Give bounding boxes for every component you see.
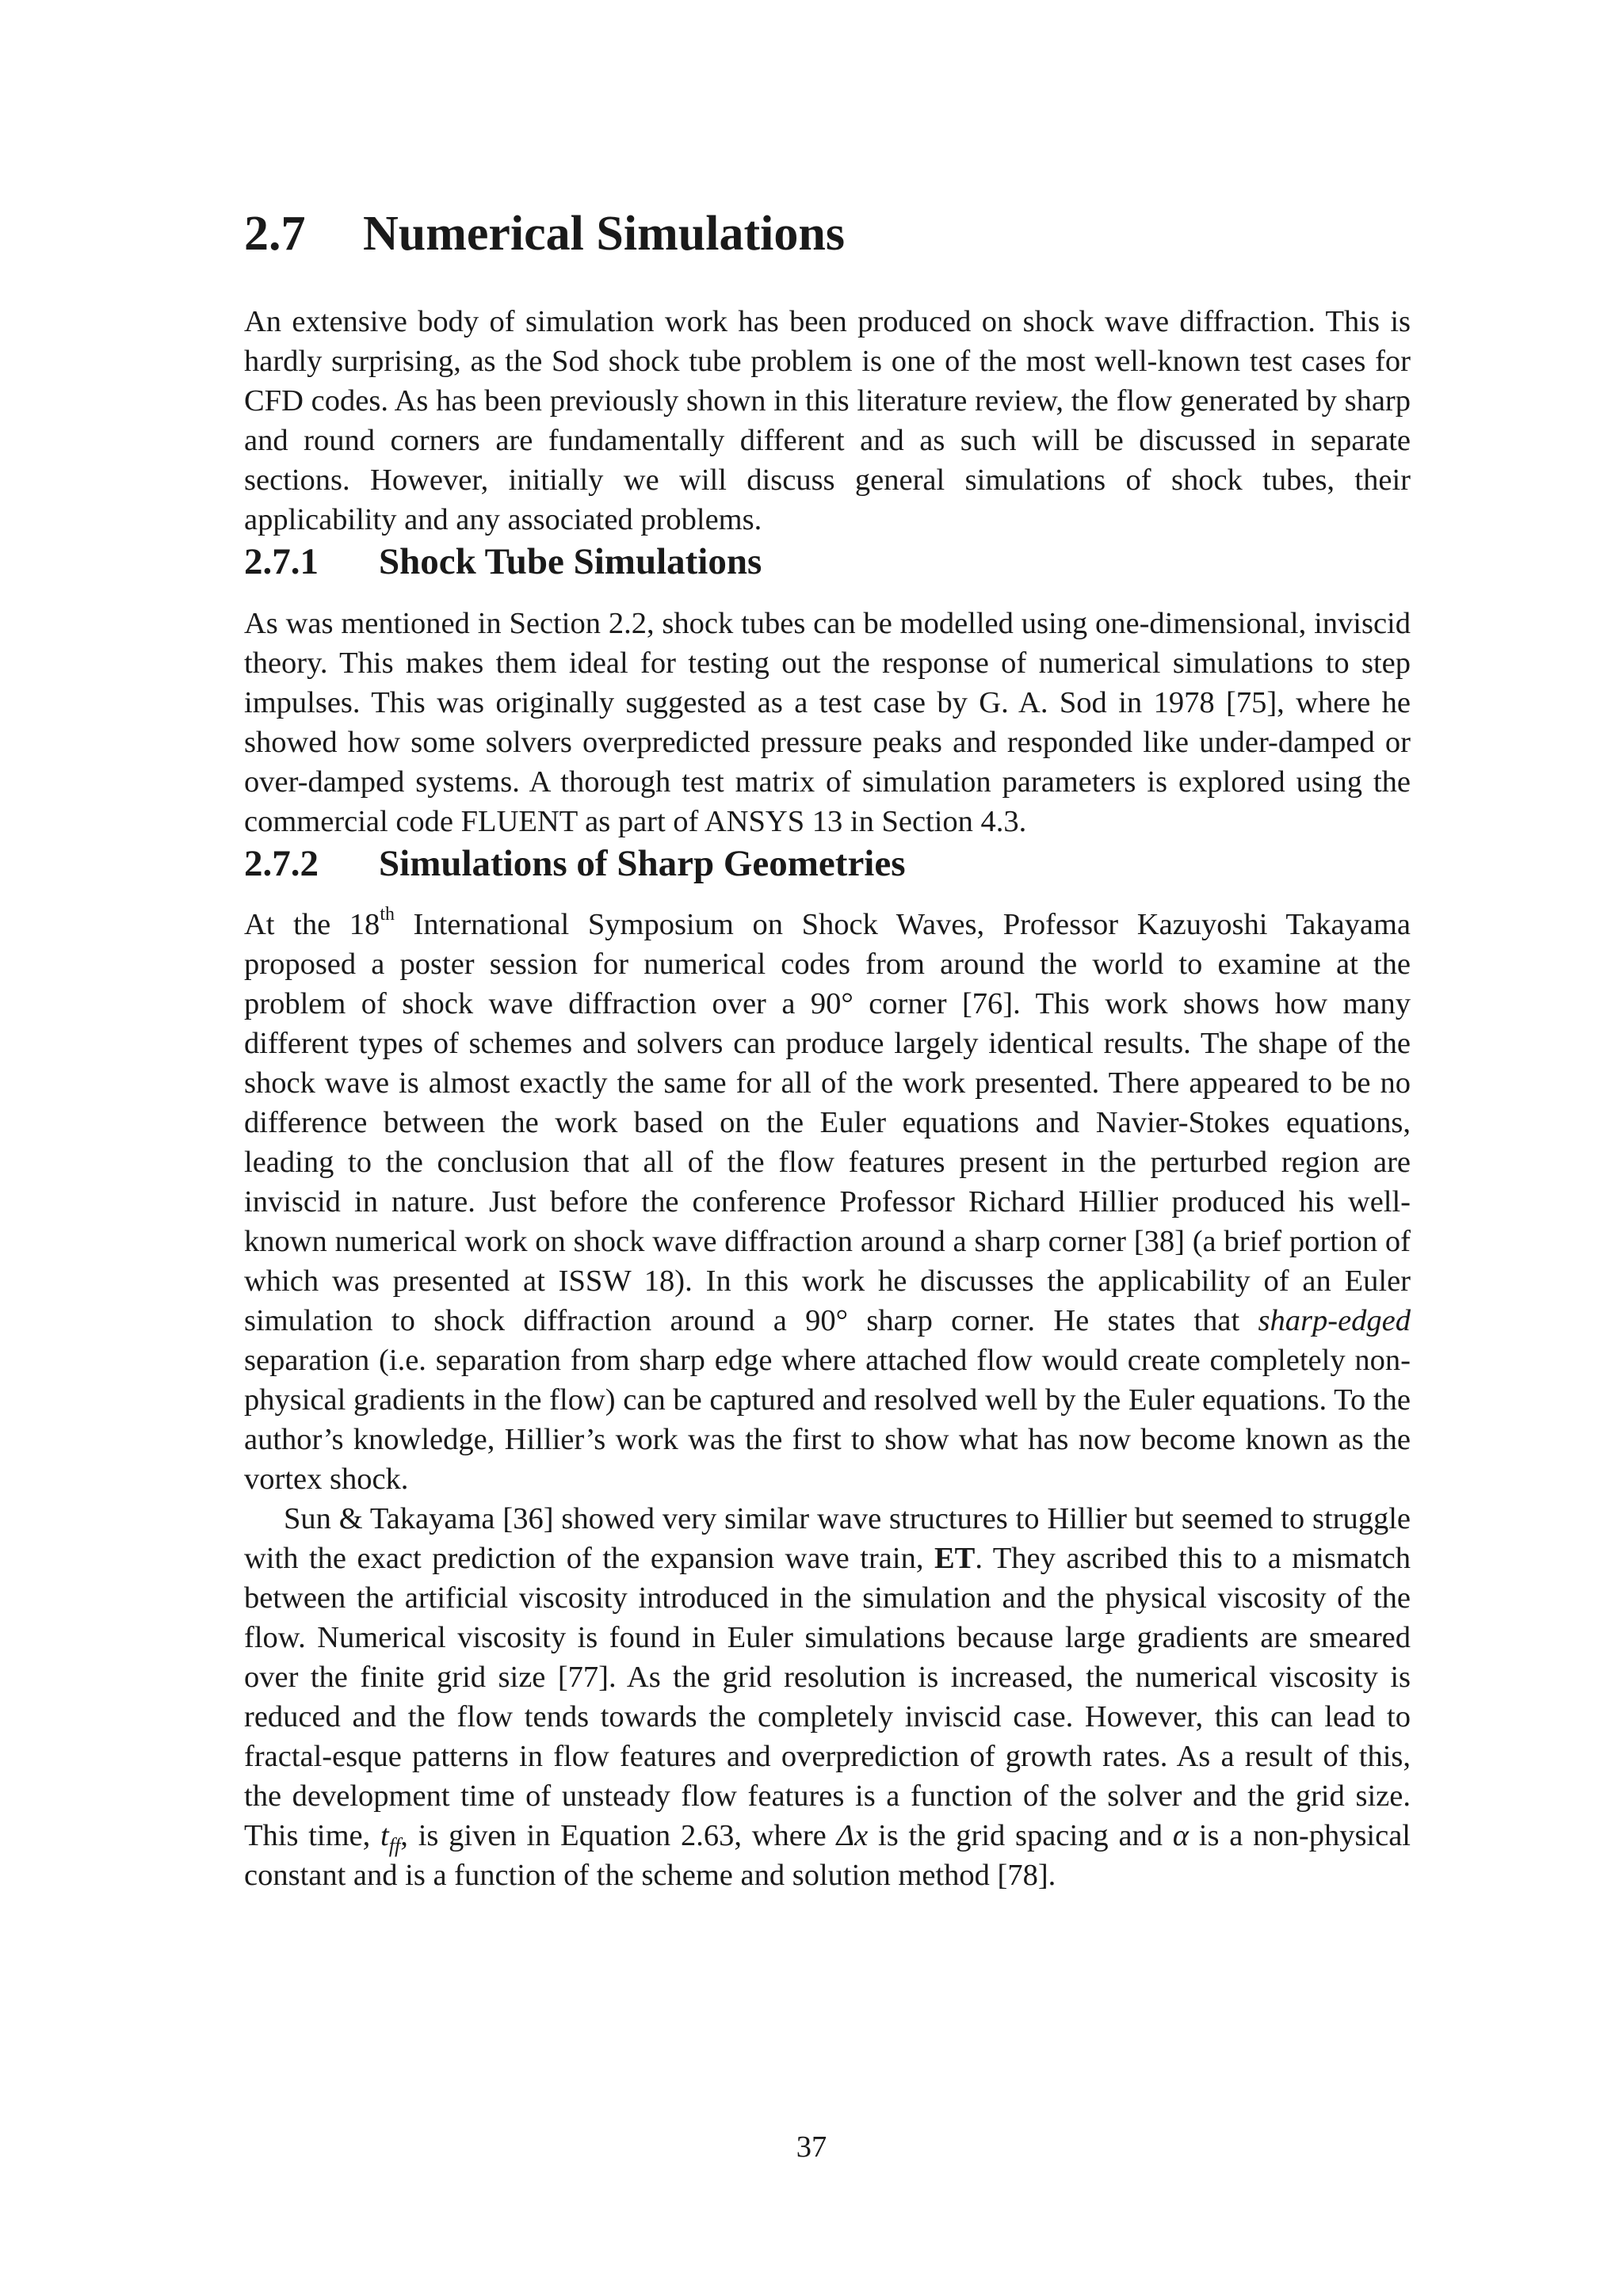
text-run: is the grid spacing and [868,1819,1173,1853]
text-run: separation (i.e. separation from sharp edge where attached flow would create completely non-physical gradients in the flow) can be captured and resolved well by the Euler equations. To the author’s knowledge, Hillier’s work was the first to show what has now become known as the vortex shock. [244,1344,1411,1497]
subsection-heading-sharp-geometries [244,841,1411,886]
page-content [244,206,1411,1895]
text-run: , is given in Equation 2.63, where [400,1819,837,1853]
section-title: Numerical Simulations [363,207,845,261]
subsection-number: 2.7.2 [244,842,319,884]
bold-term: ET [934,1542,976,1576]
subsection-number: 2.7.1 [244,541,319,583]
superscript: th [380,904,395,925]
subsection-title: Simulations of Sharp Geometries [379,842,906,884]
section-heading [244,206,1411,262]
italic-term: sharp-edged [1258,1304,1411,1338]
text-run: International Symposium on Shock Waves, Professor Kazuyoshi Takayama proposed a poster session for numerical codes from around the world to examine at the problem of shock wave diffraction over a 90° corner [76]. This work shows how many different types of schemes and solvers can produce largely identical results. The shape of the shock wave is almost exactly the same for all of the work presented. There appeared to be no difference between the work based on the Euler equations and Navier-Stokes equations, leading to the conclusion that all of the flow features present in the perturbed region are inviscid in nature. Just before the conference Professor Richard Hillier produced his well-known numerical work on shock wave diffraction around a sharp corner [38] (a brief portion of which was presented at ISSW 18). In this work he discusses the applicability of an Euler simulation to shock diffraction around a 90° sharp corner. He states that [244,908,1411,1338]
math-subscript: ff [388,1834,401,1858]
section-intro-paragraph: An extensive body of simulation work has been produced on shock wave diffraction. This is hardly surprising, as the Sod shock tube problem is one of the most well-known test cases for CFD codes. As has been previously shown in this literature review, the flow generated by sharp and round corners are fundamentally different and as such will be discussed in separate sections. However, initially we will discuss general simulations of shock tubes, their applicability and any associated problems. [244,305,1411,537]
subsection-heading-shock-tube [244,540,1411,584]
sharp-geometries-paragraph-1 [244,905,1411,1499]
subsection-title: Shock Tube Simulations [379,541,762,583]
text-run: Sun & Takayama [36] showed very similar wave structures to Hillier but seemed to struggle with the exact prediction of the expansion wave train, [244,1502,1411,1576]
shock-tube-paragraph: As was mentioned in Section 2.2, shock tubes can be modelled using one-dimensional, inviscid theory. This makes them ideal for testing out the response of numerical simulations to step impulses. This was originally suggested as a test case by G. A. Sod in 1978 [75], where he showed how some solvers overpredicted pressure peaks and responded like under-damped or over-damped systems. A thorough test matrix of simulation parameters is explored using the commercial code FLUENT as part of ANSYS 13 in Section 4.3. [244,606,1411,838]
text-run: is a non-physical constant and is a function of the scheme and solution method [78]. [244,1819,1411,1893]
math-variable: α [1172,1819,1190,1853]
math-variable: Δx [836,1819,869,1853]
page-number: 37 [796,2130,827,2164]
math-variable: t [380,1819,389,1853]
text-run: At the 18 [244,908,380,942]
text-run: . They ascribed this to a mismatch between the artificial viscosity introduced in the simulation and the physical viscosity of the flow. Numerical viscosity is found in Euler simulations because large gradients are smeared over the finite grid size [77]. As the grid resolution is increased, the numerical viscosity is reduced and the flow tends towards the completely inviscid case. However, this can lead to fractal-esque patterns in flow features and overprediction of growth rates. As a result of this, the development time of unsteady flow features is a function of the solver and the grid size. This time, [244,1542,1411,1853]
section-number: 2.7 [244,207,306,261]
sharp-geometries-paragraph-2 [244,1499,1411,1895]
